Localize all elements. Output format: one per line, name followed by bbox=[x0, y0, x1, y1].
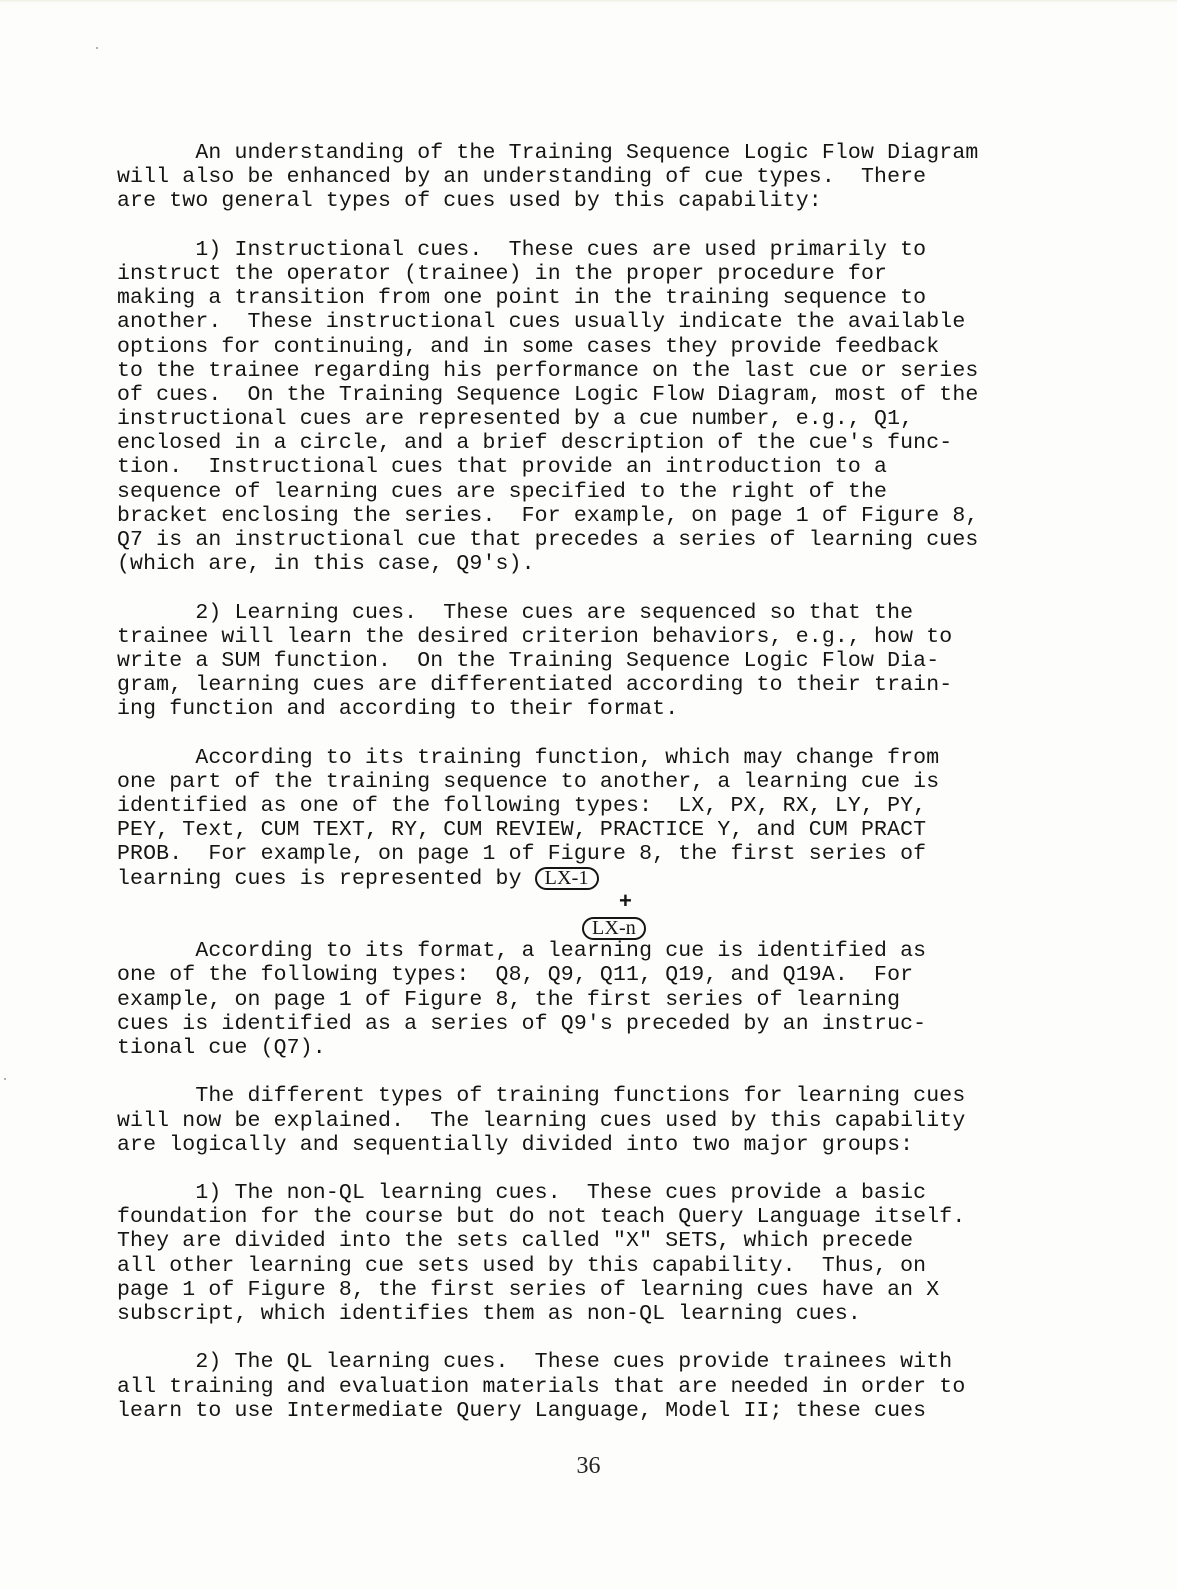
paragraph-line: to the trainee regarding his performance on the last cue or series bbox=[117, 358, 979, 383]
paragraph-line: Q7 is an instructional cue that precedes a series of learning cues bbox=[117, 528, 979, 552]
paragraph-line: are two general types of cues used by this capability: bbox=[117, 189, 822, 214]
paragraph-line: enclosed in a circle, and a brief description of the cue's func- bbox=[117, 431, 953, 456]
paragraph bbox=[117, 1084, 1077, 1157]
paragraph-line: trainee will learn the desired criterion behaviors, e.g., how to bbox=[117, 624, 953, 649]
paragraph-line: cues is identified as a series of Q9's preceded by an instruc- bbox=[117, 1011, 927, 1036]
paragraph-line: gram, learning cues are differentiated according to their train- bbox=[117, 673, 953, 698]
paragraph-line: PEY, Text, CUM TEXT, RY, CUM REVIEW, PRACTICE Y, and CUM PRACT bbox=[117, 818, 927, 843]
paragraph bbox=[117, 141, 1077, 214]
paragraph-line: all training and evaluation materials that are needed in order to bbox=[117, 1374, 966, 1399]
paragraph-line: of cues. On the Training Sequence Logic Flow Diagram, most of the bbox=[117, 382, 979, 407]
paragraph-line: another. These instructional cues usually indicate the available bbox=[117, 310, 966, 335]
paragraph-line: foundation for the course but do not teach Query Language itself. bbox=[117, 1205, 966, 1230]
paragraphs-before bbox=[117, 141, 1077, 722]
paragraph-line: 2) The QL learning cues. These cues provide trainees with bbox=[117, 1350, 953, 1375]
paragraph-line: one part of the training sequence to another, a learning cue is bbox=[117, 769, 940, 794]
paragraph bbox=[117, 1350, 1077, 1423]
page-number: 36 bbox=[576, 1453, 601, 1479]
paragraph-line: making a transition from one point in the training sequence to bbox=[117, 286, 927, 311]
paragraph-line: tion. Instructional cues that provide an introduction to a bbox=[117, 455, 888, 480]
paragraph-line: identified as one of the following types: LX, PX, RX, LY, PY, bbox=[117, 794, 927, 819]
paragraph-line: will now be explained. The learning cues used by this capability bbox=[117, 1108, 966, 1133]
paragraph bbox=[117, 1181, 1077, 1326]
paragraph-line: are logically and sequentially divided into two major groups: bbox=[117, 1132, 914, 1157]
scan-speck bbox=[96, 47, 98, 49]
line-text: learning cues is represented by bbox=[117, 866, 535, 891]
paragraph-line: example, on page 1 of Figure 8, the first series of learning bbox=[117, 987, 901, 1012]
paragraph bbox=[117, 238, 1077, 577]
paragraph bbox=[117, 601, 1077, 722]
paragraph-line: write a SUM function. On the Training Sequence Logic Flow Dia- bbox=[117, 648, 940, 673]
cue-series-end bbox=[117, 915, 1077, 939]
cue-label-lx-1: LX-1 bbox=[535, 867, 599, 890]
paragraph-line bbox=[117, 867, 1077, 891]
scan-speck bbox=[4, 1078, 6, 1080]
paragraph-line: 1) The non-QL learning cues. These cues provide a basic bbox=[117, 1181, 927, 1206]
paragraph-line: page 1 of Figure 8, the first series of learning cues have an X bbox=[117, 1277, 940, 1302]
paragraph-line: will also be enhanced by an understanding of cue types. There bbox=[117, 165, 927, 190]
paragraph-line: (which are, in this case, Q9's). bbox=[117, 552, 535, 577]
paragraph-line: ing function and according to their format. bbox=[117, 697, 679, 722]
paragraph-line: 1) Instructional cues. These cues are used primarily to bbox=[117, 237, 927, 262]
training-function-paragraph bbox=[117, 746, 1077, 940]
cue-label-lx-n: LX-n bbox=[582, 917, 646, 940]
paragraph-line: The different types of training functions for learning cues bbox=[117, 1084, 966, 1109]
paragraph-line: learn to use Intermediate Query Language, Model II; these cues bbox=[117, 1398, 927, 1423]
paragraph-line: instructional cues are represented by a cue number, e.g., Q1, bbox=[117, 407, 914, 432]
paragraph bbox=[117, 939, 1077, 1060]
paragraph-line: options for continuing, and in some cases they provide feedback bbox=[117, 334, 940, 359]
paragraph-line: tional cue (Q7). bbox=[117, 1035, 326, 1060]
paragraph-line: all other learning cue sets used by this capability. Thus, on bbox=[117, 1253, 927, 1278]
paragraph-line: 2) Learning cues. These cues are sequenced so that the bbox=[117, 600, 914, 625]
paragraph-line: An understanding of the Training Sequence Logic Flow Diagram bbox=[117, 141, 979, 165]
paragraph-line: According to its format, a learning cue is identified as bbox=[117, 939, 927, 964]
paragraph-line: According to its training function, which may change from bbox=[117, 745, 940, 770]
scan-edge bbox=[0, 0, 1177, 3]
paragraph-line: PROB. For example, on page 1 of Figure 8, the first series of bbox=[117, 842, 927, 867]
cue-series-connector bbox=[117, 887, 1077, 915]
paragraph-lines bbox=[117, 746, 1077, 867]
paragraph-line: subscript, which identifies them as non-QL learning cues. bbox=[117, 1302, 861, 1326]
paragraph-line: They are divided into the sets called "X" SETS, which precede bbox=[117, 1229, 914, 1254]
paragraph-line: one of the following types: Q8, Q9, Q11, Q19, and Q19A. For bbox=[117, 963, 914, 988]
paragraph-line: instruct the operator (trainee) in the proper procedure for bbox=[117, 261, 888, 286]
series-connector-symbol: + bbox=[619, 887, 632, 913]
body-text bbox=[117, 141, 1077, 1447]
paragraph-line: sequence of learning cues are specified to the right of the bbox=[117, 479, 888, 504]
paragraphs-after bbox=[117, 939, 1077, 1423]
paragraph-line: bracket enclosing the series. For example, on page 1 of Figure 8, bbox=[117, 503, 979, 528]
